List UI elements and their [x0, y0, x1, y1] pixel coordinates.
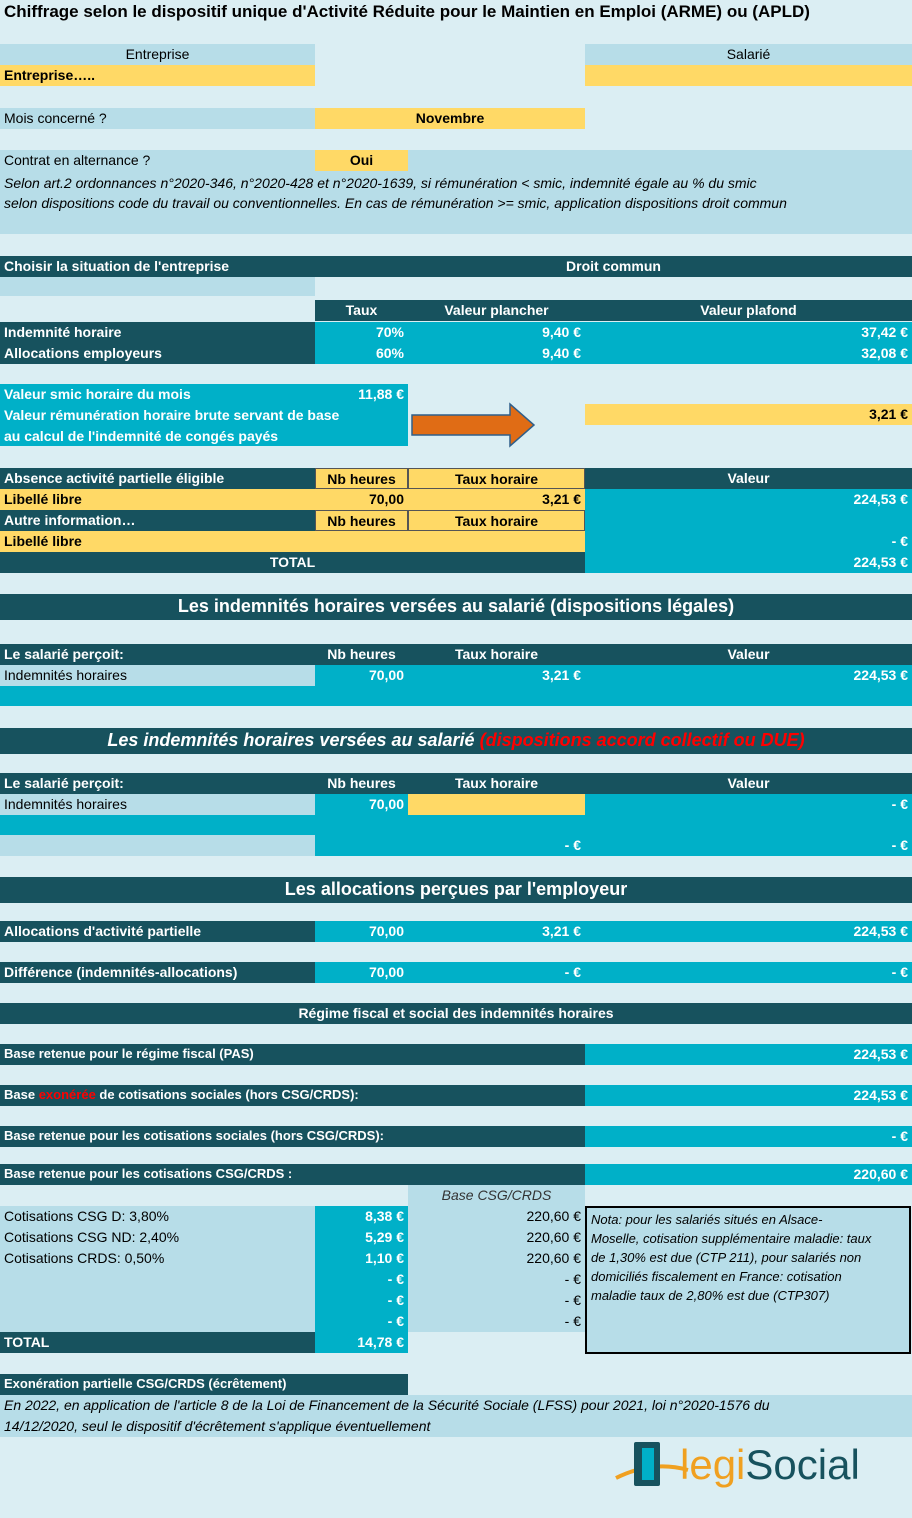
alternance-note-line1: Selon art.2 ordonnances n°2020-346, n°2020-428 et n°2020-1639, si rémunération < smic, indemnité égale au % du smic: [4, 175, 757, 191]
entreprise-header: Entreprise: [0, 44, 315, 65]
col-plancher: Valeur plancher: [408, 300, 585, 321]
cot-amount-4: - €: [387, 1271, 404, 1287]
alloc-label: Allocations employeurs: [0, 343, 315, 364]
salarie-input[interactable]: [585, 65, 912, 86]
remu-label-1: Valeur rémunération horaire brute servant de base: [4, 407, 340, 423]
nota-line-4: domiciliés fiscalement en France: cotisation: [591, 1269, 842, 1284]
accord-col-taux: Taux horaire: [408, 773, 585, 794]
cot-base-4: - €: [564, 1271, 581, 1287]
cot-amount-5: - €: [387, 1292, 404, 1308]
cot-amount-6: - €: [387, 1313, 404, 1329]
legal-valeur: 224,53 €: [585, 665, 912, 686]
absence-col-valeur: Valeur: [585, 468, 912, 489]
nota-line-1: Nota: pour les salariés situés en Alsace-: [591, 1212, 823, 1227]
difference-heures: 70,00: [315, 962, 408, 983]
exo-label: [0, 1085, 585, 1106]
ecretement-text: [0, 1395, 912, 1437]
section-regime-title: Régime fiscal et social des indemnités horaires: [0, 1003, 912, 1024]
exo-value: 224,53 €: [585, 1085, 912, 1106]
legal-label: Le salarié perçoit:: [0, 644, 315, 665]
cot-base-2: 220,60 €: [526, 1229, 581, 1245]
nota-line-3: de 1,30% est due (CTP 211), pour salariés non: [591, 1250, 862, 1265]
absence-total-label: TOTAL: [0, 552, 585, 573]
indemnite-plafond: 37,42 €: [585, 322, 912, 343]
section-accord-title: [0, 728, 912, 754]
accord-label: Le salarié perçoit:: [0, 773, 315, 794]
alloc-taux: 60%: [315, 343, 408, 364]
section-alloc-title: Les allocations perçues par l'employeur: [0, 877, 912, 903]
indemnite-label: Indemnité horaire: [0, 322, 315, 343]
accord-taux-input[interactable]: [408, 794, 585, 815]
cot-base-5: - €: [564, 1292, 581, 1308]
autre-col-heures: Nb heures: [315, 510, 408, 531]
exo-label-b: de cotisations sociales (hors CSG/CRDS):: [99, 1087, 359, 1102]
accord-valeur: - €: [891, 796, 908, 812]
situation-select[interactable]: Droit commun: [315, 256, 912, 277]
contrat-fill: [408, 150, 912, 171]
base-csg-label: Base retenue pour les cotisations CSG/CRDS :: [0, 1164, 585, 1185]
difference-label: Différence (indemnités-allocations): [0, 962, 315, 983]
legal-row-label: Indemnités horaires: [0, 665, 315, 686]
ecretement-line-2: 14/12/2020, seul le dispositif d'écrêtement s'applique éventuellement: [4, 1418, 431, 1434]
contrat-label: Contrat en alternance ?: [0, 150, 315, 171]
accord-row-label: Indemnités horaires: [0, 794, 315, 815]
nota-box: [585, 1206, 911, 1354]
csg-base-header: Base CSG/CRDS: [408, 1185, 585, 1206]
alloc-partielle-heures: 70,00: [315, 921, 408, 942]
mois-select[interactable]: Novembre: [315, 108, 585, 129]
col-taux: Taux: [315, 300, 408, 321]
salarie-header: Salarié: [585, 44, 912, 65]
absence-label: Absence activité partielle éligible: [0, 468, 315, 489]
cot-total-label: TOTAL: [0, 1332, 315, 1353]
cot-amount-1: 8,38 €: [365, 1208, 404, 1224]
legal-heures: 70,00: [315, 665, 408, 686]
absence-libelle-2[interactable]: Libellé libre: [0, 531, 585, 552]
alloc-partielle-valeur: 224,53 €: [585, 921, 912, 942]
alloc-plancher: 9,40 €: [408, 343, 585, 364]
alloc-partielle-label: Allocations d'activité partielle: [0, 921, 315, 942]
accord-total-taux: - €: [408, 835, 585, 856]
autre-col-taux: Taux horaire: [408, 510, 585, 531]
alternance-note-line2: selon dispositions code du travail ou conventionnelles. En cas de rémunération >= smic, application dispositions droit commun: [4, 195, 787, 211]
section-accord-title-b: (dispositions accord collectif ou DUE): [479, 730, 805, 750]
situation-label: Choisir la situation de l'entreprise: [0, 256, 315, 277]
accord-total-label: [0, 835, 315, 856]
absence-heures-1[interactable]: 70,00: [315, 489, 408, 510]
indemnite-taux: 70%: [315, 322, 408, 343]
accord-total-heures: [315, 835, 408, 856]
legal-col-valeur: Valeur: [585, 644, 912, 665]
accord-total-valeur: - €: [585, 835, 912, 856]
legal-taux: 3,21 €: [408, 665, 585, 686]
base-soc-value: - €: [585, 1126, 912, 1147]
page-title: Chiffrage selon le dispositif unique d'Activité Réduite pour le Maintien en Emploi (ARME) ou (APLD): [4, 2, 810, 21]
cot-amount-3: 1,10 €: [365, 1250, 404, 1266]
accord-col-heures: Nb heures: [315, 773, 408, 794]
situation-spacer: [0, 277, 315, 296]
absence-valeur-1: 224,53 €: [853, 491, 908, 507]
remu-value: 3,21 €: [585, 404, 912, 425]
ecretement-label: Exonération partielle CSG/CRDS (écrêtement): [0, 1374, 408, 1395]
cot-amount-2: 5,29 €: [365, 1229, 404, 1245]
absence-taux-1: 3,21 €: [408, 489, 585, 510]
accord-col-valeur: Valeur: [585, 773, 912, 794]
legal-col-taux: Taux horaire: [408, 644, 585, 665]
alternance-note: [0, 171, 912, 234]
contrat-select[interactable]: Oui: [315, 150, 408, 171]
logo-text-social: Social: [745, 1441, 860, 1488]
smic-value: 11,88 €: [358, 386, 404, 402]
indemnite-plancher: 9,40 €: [408, 322, 585, 343]
difference-taux: - €: [408, 962, 585, 983]
smic-label: Valeur smic horaire du mois: [4, 386, 191, 402]
absence-valeur-2: - €: [891, 533, 908, 549]
cot-total-value: 14,78 €: [315, 1332, 408, 1353]
pas-label: Base retenue pour le régime fiscal (PAS): [0, 1044, 585, 1065]
cot-base-3: 220,60 €: [526, 1250, 581, 1266]
cot-label-1: Cotisations CSG D: 3,80%: [4, 1208, 169, 1224]
exo-label-red: exonérée: [38, 1087, 96, 1102]
cot-label-3: Cotisations CRDS: 0,50%: [4, 1250, 165, 1266]
alloc-partielle-taux: 3,21 €: [408, 921, 585, 942]
absence-col-heures: Nb heures: [315, 468, 408, 489]
absence-total-value: 224,53 €: [585, 552, 912, 573]
cot-base-1: 220,60 €: [526, 1208, 581, 1224]
arrow-right-icon: [410, 402, 538, 448]
legisocial-logo-text: [680, 1440, 880, 1490]
alloc-plafond: 32,08 €: [585, 343, 912, 364]
difference-valeur: - €: [585, 962, 912, 983]
legal-col-heures: Nb heures: [315, 644, 408, 665]
accord-heures: 70,00: [315, 794, 408, 815]
remu-label-2: au calcul de l'indemnité de congés payés: [4, 428, 279, 444]
section-legal-title: Les indemnités horaires versées au salarié (dispositions légales): [0, 594, 912, 620]
exo-label-a: Base: [4, 1087, 36, 1102]
nota-line-2: Moselle, cotisation supplémentaire maladie: taux: [591, 1231, 872, 1246]
col-plafond: Valeur plafond: [585, 300, 912, 321]
section-accord-title-a: Les indemnités horaires versées au salarié: [107, 730, 475, 750]
accord-spacer: [0, 815, 585, 835]
absence-col-taux: Taux horaire: [408, 468, 585, 489]
logo-text-legi: legi: [680, 1441, 746, 1488]
nota-line-5: maladie taux de 2,80% est due (CTP307): [591, 1288, 830, 1303]
pas-value: 224,53 €: [585, 1044, 912, 1065]
ecretement-line-1: En 2022, en application de l'article 8 de la Loi de Financement de la Sécurité Sociale (LFSS) pour 2021, loi n°2020-1576 du: [4, 1397, 770, 1413]
base-soc-label: Base retenue pour les cotisations sociales (hors CSG/CRDS):: [0, 1126, 585, 1147]
legal-spacer: [0, 686, 912, 706]
mois-label: Mois concerné ?: [0, 108, 315, 129]
base-csg-value: 220,60 €: [585, 1164, 912, 1185]
autre-label: Autre information…: [0, 510, 315, 531]
cot-base-6: - €: [564, 1313, 581, 1329]
entreprise-input[interactable]: Entreprise…..: [0, 65, 315, 86]
cot-label-2: Cotisations CSG ND: 2,40%: [4, 1229, 180, 1245]
absence-libelle-1[interactable]: Libellé libre: [0, 489, 315, 510]
